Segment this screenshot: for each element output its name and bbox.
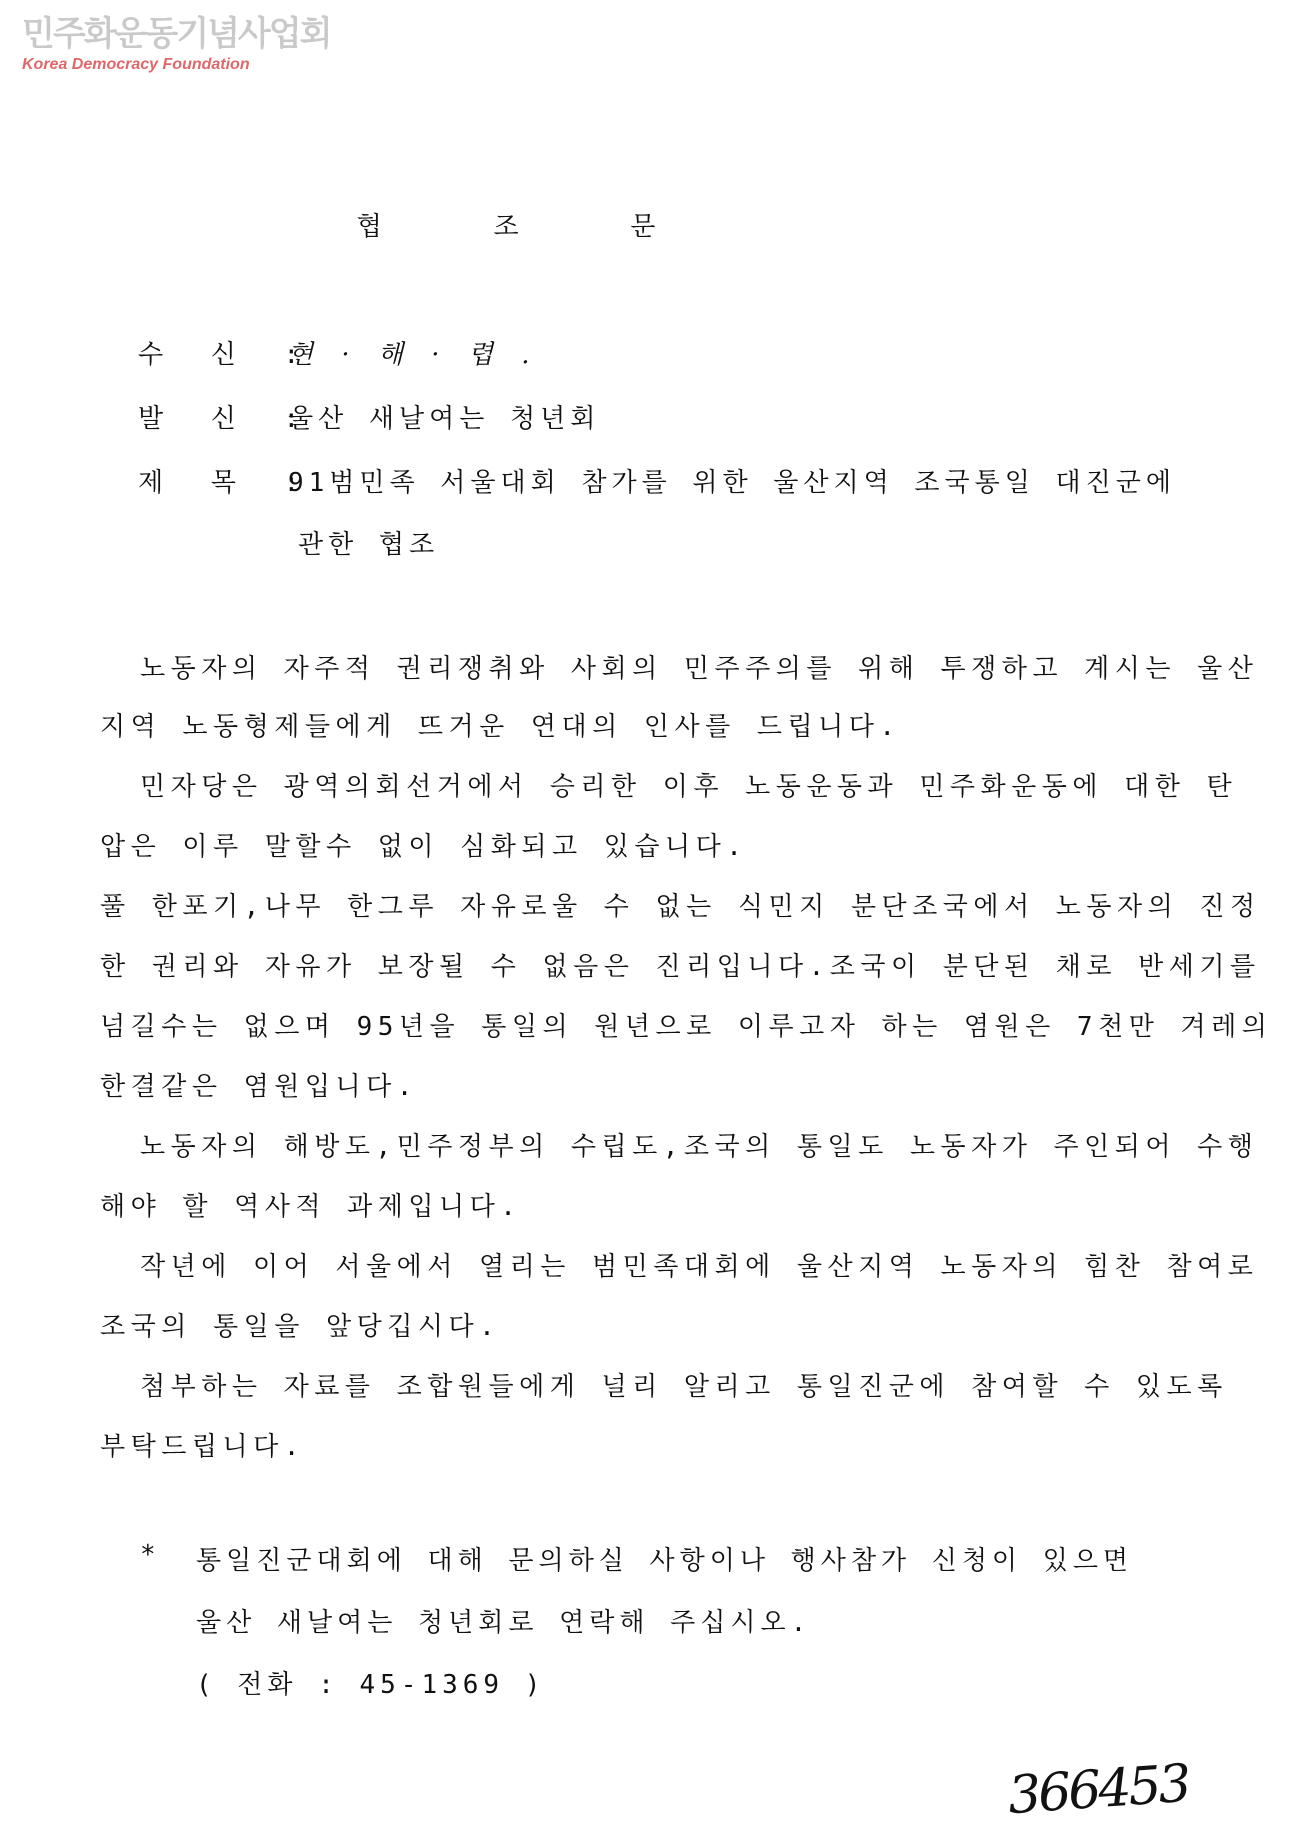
sender-label: 발 신 : [138, 404, 316, 434]
body-line-1: 노동자의 자주적 권리쟁취와 사회의 민주주의를 위해 투쟁하고 계시는 울산 [140, 654, 1259, 684]
recipient-label: 수 신 : [138, 340, 316, 370]
watermark-english: Korea Democracy Foundation [22, 56, 250, 73]
note-phone: ( 전화 : 45-1369 ) [196, 1670, 546, 1700]
watermark-logo [22, 14, 330, 74]
sender-value: 울산 새날여는 청년회 [288, 404, 601, 434]
body-line-4: 압은 이루 말할수 없이 심화되고 있습니다. [100, 832, 748, 862]
body-line-3: 민자당은 광역의회선거에서 승리한 이후 노동운동과 민주화운동에 대한 탄 [140, 772, 1238, 802]
body-line-11: 작년에 이어 서울에서 열리는 범민족대회에 울산지역 노동자의 힘찬 참여로 [140, 1252, 1259, 1282]
subject-line-1: 91범민족 서울대회 참가를 위한 울산지역 조국통일 대진군에 [288, 468, 1177, 498]
subject-line-2: 관한 협조 [298, 530, 440, 560]
sender-row [138, 398, 600, 435]
recipient-value: 현 · 해 · 렵 . [288, 340, 540, 370]
body-line-12: 조국의 통일을 앞당깁시다. [100, 1312, 501, 1342]
body-line-10: 해야 할 역사적 과제입니다. [100, 1192, 522, 1222]
document-title: 협 조 문 [356, 212, 704, 242]
body-line-6: 한 권리와 자유가 보장될 수 없음은 진리입니다.조국이 분단된 채로 반세기를 [100, 952, 1261, 982]
watermark-korean: 민주화운동기념사업회 [22, 14, 331, 54]
subject-row [138, 462, 1176, 499]
subject-label: 제 목 : [138, 468, 316, 498]
body-line-13: 첨부하는 자료를 조합원들에게 널리 알리고 통일진군에 참여할 수 있도록 [140, 1372, 1228, 1402]
note-line-1: 통일진군대회에 대해 문의하실 사항이나 행사참가 신청이 있으면 [196, 1546, 1134, 1576]
body-line-9: 노동자의 해방도,민주정부의 수립도,조국의 통일도 노동자가 주인되어 수행 [140, 1132, 1259, 1162]
body-line-2: 지역 노동형제들에게 뜨거운 연대의 인사를 드립니다. [100, 712, 901, 742]
body-line-7: 넘길수는 없으며 95년을 통일의 원년으로 이루고자 하는 염원은 7천만 겨레의 [100, 1012, 1273, 1042]
body-line-5: 풀 한포기,나무 한그루 자유로울 수 없는 식민지 분단조국에서 노동자의 진정 [100, 892, 1261, 922]
document-number: 366453 [1006, 1753, 1191, 1827]
note-line-2: 울산 새날여는 청년회로 연락해 주십시오. [196, 1608, 812, 1638]
note-mark: * [140, 1540, 161, 1570]
body-line-14: 부탁드립니다. [100, 1432, 305, 1462]
body-line-8: 한결같은 염원입니다. [100, 1072, 418, 1102]
recipient-row [138, 334, 539, 371]
